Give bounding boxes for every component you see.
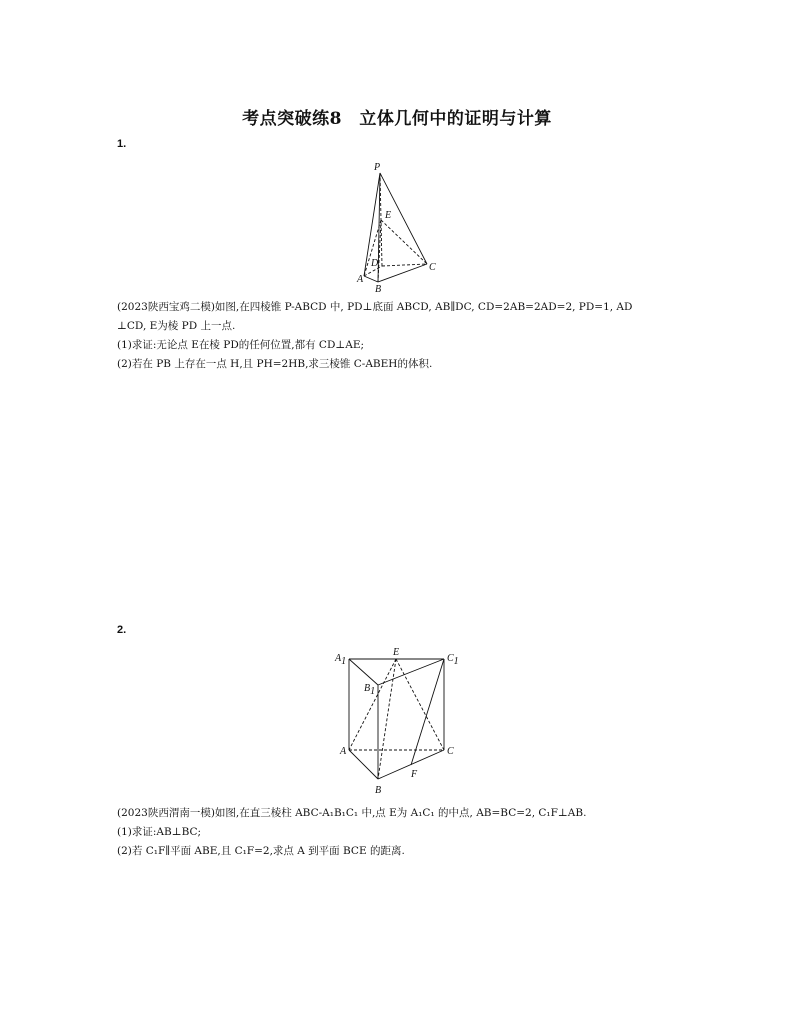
problem-2-line: (2023陕西渭南一模)如图,在直三棱柱 ABC-A₁B₁C₁ 中,点 E为 A₁C₁ 的中点, AB=BC=2, C₁F⊥AB. — [117, 807, 587, 819]
problem-2-line: (2)若 C₁F∥平面 ABE,且 C₁F=2,求点 A 到平面 BCE 的距离. — [117, 845, 405, 857]
problem-2-number: 2. — [117, 624, 127, 636]
problem-2-figure — [330, 644, 470, 800]
label-C1: C1 — [447, 653, 459, 667]
edge-PD — [380, 173, 382, 266]
problem-1-line: ⊥CD, E为棱 PD 上一点. — [117, 320, 236, 332]
problem-1-number: 1. — [117, 138, 127, 150]
label-P: P — [374, 162, 381, 173]
label-C: C — [429, 262, 436, 273]
label-F: F — [411, 769, 418, 780]
problem-2-text — [117, 804, 682, 861]
label-A: A — [340, 746, 347, 757]
problem-1-text — [117, 298, 682, 374]
problem-1-line: (2023陕西宝鸡二模)如图,在四棱锥 P-ABCD 中, PD⊥底面 ABCD, AB∥DC, CD=2AB=2AD=2, PD=1, AD — [117, 301, 633, 313]
edge-AB — [364, 276, 378, 282]
problem-1-line: (2)若在 PB 上存在一点 H,且 PH=2HB,求三棱锥 C-ABEH的体积. — [117, 358, 433, 370]
edge-DC — [382, 264, 427, 266]
edge-A1B1 — [349, 659, 378, 685]
edge-EC — [381, 220, 427, 264]
segment-C1F — [411, 659, 444, 765]
label-B: B — [375, 785, 382, 796]
label-B: B — [375, 284, 382, 292]
problem-1-figure — [350, 158, 450, 292]
label-B1: B1 — [364, 683, 376, 697]
label-A1: A1 — [335, 653, 347, 667]
label-C: C — [447, 746, 454, 757]
page-title: 考点突破练8 立体几何中的证明与计算 — [242, 109, 552, 129]
label-E: E — [385, 210, 392, 221]
edge-AB — [349, 750, 378, 779]
problem-1-line: (1)求证:无论点 E在棱 PD的任何位置,都有 CD⊥AE; — [117, 339, 365, 351]
label-D: D — [371, 258, 379, 269]
label-A: A — [357, 274, 364, 285]
edge-BC — [378, 264, 427, 282]
problem-2-line: (1)求证:AB⊥BC; — [117, 826, 202, 838]
edge-B1C1 — [378, 659, 444, 685]
label-E: E — [393, 647, 400, 658]
